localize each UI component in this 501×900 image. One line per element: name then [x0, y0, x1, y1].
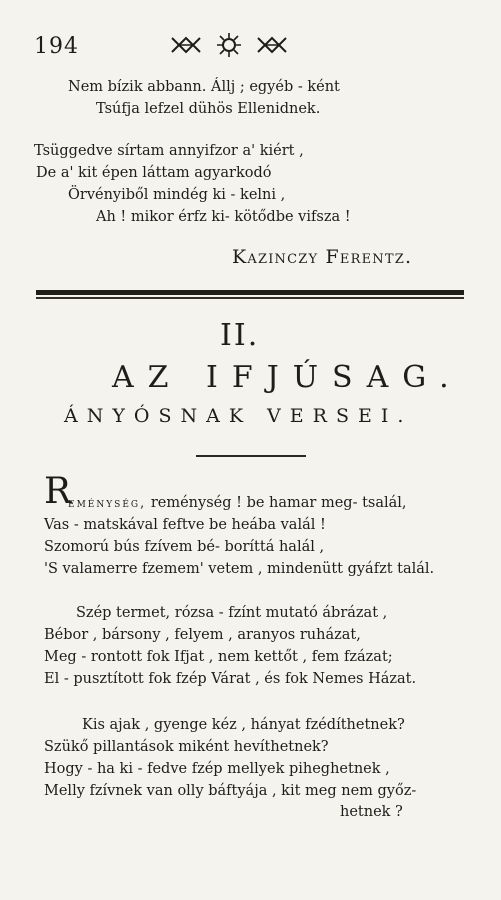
ornament-right-icon: [256, 34, 288, 56]
author-signature: Kazinczy Ferentz.: [232, 246, 413, 268]
first-word: eménység,: [68, 496, 147, 511]
poem2-line: Szép termet, rózsa - fzínt mutató ábrázat ,: [76, 605, 388, 621]
poem1-line: Tsúfja lefzel dühös Ellenidnek.: [96, 101, 321, 117]
poem2-line: Szomorú bús fzívem bé- boríttá halál ,: [44, 539, 325, 555]
poem2-line: Szükő pillantások miként hevíthetnek?: [44, 739, 329, 755]
section-divider-thin: [36, 297, 464, 299]
ornament-center-icon: [216, 32, 242, 58]
header-ornament: [170, 32, 288, 58]
drop-cap: R: [44, 471, 72, 512]
poem2-line: Hogy - ha ki - fedve fzép mellyek piheghetnek ,: [44, 761, 390, 777]
poem1-line: De a' kit épen láttam agyarkodó: [36, 165, 272, 181]
section-subtitle: ÁNYÓSNAK VERSEI.: [64, 405, 413, 427]
title-rule: [196, 455, 306, 457]
poem2-first-line: [68, 492, 407, 515]
poem2-line: Vas - matskával feftve be heába valál !: [44, 517, 326, 533]
poem2-line: 'S valamerre fzemem' vetem , mindenütt gyáfzt talál.: [44, 561, 435, 577]
poem1-line: Nem bízik abbann. Állj ; egyéb - ként: [68, 79, 340, 95]
poem1-line: Örvényiből mindég ki - kelni ,: [68, 187, 286, 203]
page-number: 194: [34, 34, 79, 59]
poem2-line: Melly fzívnek van olly báftyája , kit meg nem győz-: [44, 783, 417, 799]
poem2-line: Bébor , bársony , felyem , aranyos ruházat,: [44, 627, 361, 643]
section-divider: [36, 290, 464, 295]
poem2-line: Meg - rontott fok Ifjat , nem kettőt , fem fzázat;: [44, 649, 393, 665]
poem1-line: Ah ! mikor érfz ki- kötődbe vifsza !: [96, 209, 351, 225]
poem2-line: El - pusztított fok fzép Várat , és fok Nemes Házat.: [44, 671, 417, 687]
poem1-line: Tsüggedve sírtam annyifzor a' kiért ,: [34, 143, 304, 159]
poem2-wrapped-word: hetnek ?: [340, 804, 403, 820]
section-numeral: II.: [220, 318, 260, 353]
poem2-line: Kis ajak , gyenge kéz , hányat fzédíthetnek?: [82, 717, 405, 733]
first-line-rest: reménység ! be hamar meg- tsalál,: [146, 495, 407, 511]
ornament-left-icon: [170, 34, 202, 56]
section-title: AZ IFJÚSAG.: [112, 360, 463, 395]
